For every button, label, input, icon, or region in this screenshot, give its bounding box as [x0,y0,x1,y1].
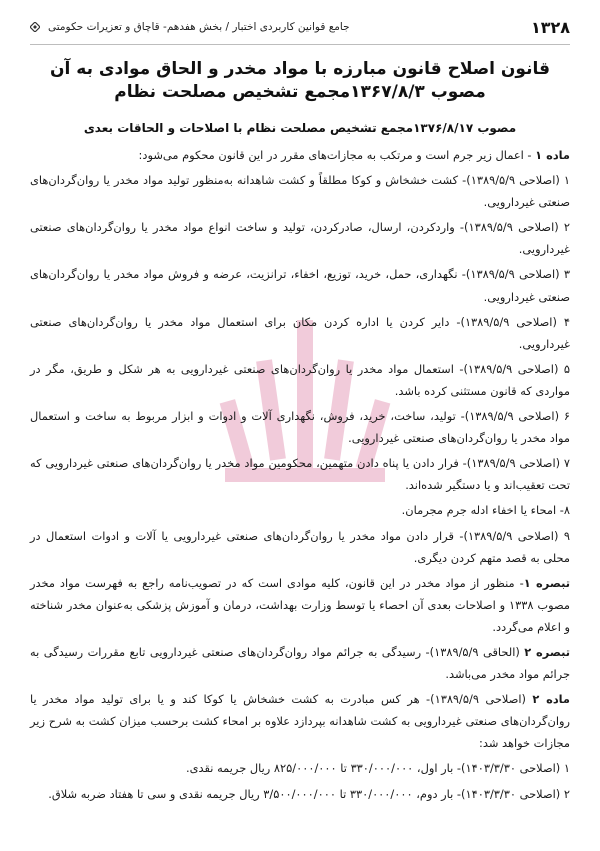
paragraph-text: (الحاقی ۱۳۸۹/۵/۹)- رسیدگی به جرائم مواد روان‌گردان‌های صنعتی غیردارویی تابع مقررات رسیدگی به جرائم مواد مخدر می‌باشد. [30,644,570,682]
law-paragraph [30,405,570,449]
law-title-line-1: قانون اصلاح قانون مبارزه با مواد مخدر و الحاق موادی به آن [50,59,550,79]
paragraph-text: ۲ (اصلاحی ۱۴۰۳/۳/۳۰)- بار دوم، ۳۳۰/۰۰۰/۰۰۰ تا ۳/۵۰۰/۰۰۰/۰۰۰ ریال جریمه نقدی و سی تا هفتاد ضربه شلاق. [48,786,570,801]
paragraph-text: ۷ (اصلاحی ۱۳۸۹/۵/۹)- فرار دادن یا پناه دادن متهمین، محکومین مواد مخدر یا روان‌گردان‌های صنعتی غیردارویی که تحت تعقیب‌اند و یا دستگیر شده‌اند. [30,456,570,493]
paragraph-text: - منظور از مواد مخدر در این قانون، کلیه موادی است که در تصویب‌نامه راجع به فهرست مواد مخدر مصوب ۱۳۳۸ و اصلاحات بعدی آن احصاء یا توسط وزارت بهداشت، درمان و آموزش پزشکی به‌عنوان مخدر شناخته و اعلام می‌گردد. [30,575,570,634]
paragraph-text: ۴ (اصلاحی ۱۳۸۹/۵/۹)- دایر کردن یا اداره کردن مکان برای استعمال مواد مخدر یا روان‌گردان‌های صنعتی غیردارویی. [30,314,571,351]
paragraph-text: - اعمال زیر جرم است و مرتکب به مجازات‌های مقرر در این قانون محکوم می‌شود: [138,148,536,162]
law-title-line-2: مصوب ۱۳۶۷/۸/۳مجمع تشخیص مصلحت نظام [114,82,486,102]
paragraph-text: ۵ (اصلاحی ۱۳۸۹/۵/۹)- استعمال مواد مخدر یا روان‌گردان‌های صنعتی غیردارویی به هر شکل و طریق، مگر در مواردی که قانون مستثنی کرده باشد. [30,361,570,398]
paragraph-text: (اصلاحی ۱۳۸۹/۵/۹)- هر کس مبادرت به کشت خشخاش یا کوکا کند و یا برای تولید مواد مخدر یا روان‌گردان‌های صنعتی غیردارویی به کشت شاهدانه بپردازد علاوه بر امحاء کشت برحسب میزان کشت به شرح زیر مجازات خواهد شد: [30,692,570,751]
page-number: ۱۳۲۸ [530,17,570,37]
law-paragraph [30,358,570,402]
law-paragraph [30,452,570,496]
article-label: تبصره ۲ [524,644,570,659]
article-label: تبصره ۱ [523,575,570,590]
law-paragraph [30,572,570,638]
paragraph-text: ۶ (اصلاحی ۱۳۸۹/۵/۹)- تولید، ساخت، خرید، فروش، نگهداری آلات و ادوات و ابزار مربوط به ساخت و استعمال مواد مخدر یا روان‌گردان‌های صنعتی غیردارویی. [30,409,570,446]
law-title [40,58,560,104]
running-header [30,21,350,33]
law-paragraph [30,144,570,166]
paragraph-text: ۲ (اصلاحی ۱۳۸۹/۵/۹)- واردکردن، ارسال، صادرکردن، تولید و ساخت انواع مواد مخدر یا روان‌گردان‌های صنعتی غیردارویی. [30,220,570,257]
diamond-ornament-icon [30,22,40,32]
paragraph-text: ۹ (اصلاحی ۱۳۸۹/۵/۹)- قرار دادن مواد مخدر یا روان‌گردان‌های صنعتی غیردارویی یا آلات و ادوات استعمال در محلی به قصد متهم کردن دیگری. [30,528,570,565]
page-header [30,14,570,40]
paragraph-text: ۳ (اصلاحی ۱۳۸۹/۵/۹)- نگهداری، حمل، خرید، توزیع، اخفاء، ترانزیت، عرضه و فروش مواد مخدر یا روان‌گردان‌های صنعتی غیردارویی. [30,267,570,304]
paragraph-text: ۸- امحاء یا اخفاء ادله جرم مجرمان. [401,503,570,518]
law-paragraph [30,757,570,779]
law-paragraph [30,525,570,569]
law-paragraph [30,783,570,805]
law-paragraph [30,499,570,521]
law-paragraph [30,311,570,355]
law-subtitle: مصوب ۱۳۷۶/۸/۱۷مجمع تشخیص مصلحت نظام با اصلاحات و الحاقات بعدی [83,121,517,135]
header-divider [30,44,570,45]
paragraph-text: ۱ (اصلاحی ۱۳۸۹/۵/۹)- کشت خشخاش و کوکا مطلقاً و کشت شاهدانه به‌منظور تولید مواد مخدر یا روان‌گردان‌های صنعتی غیردارویی. [30,173,571,210]
law-paragraph [30,169,570,213]
law-paragraph [30,263,570,307]
running-header-title: جامع قوانین کاربردی اختبار / بخش هفدهم- قاچاق و تعزیرات حکومتی [48,21,350,33]
article-label: ماده ۱ [535,148,570,162]
paragraph-text: ۱ (اصلاحی ۱۴۰۳/۳/۳۰)- بار اول، ۳۳۰/۰۰۰/۰۰۰ تا ۸۲۵/۰۰۰/۰۰۰ ریال جریمه نقدی. [186,761,570,776]
law-paragraph [30,688,570,754]
article-label: ماده ۲ [532,692,570,707]
law-body [30,144,570,808]
law-paragraph [30,216,570,260]
law-paragraph [30,641,570,685]
